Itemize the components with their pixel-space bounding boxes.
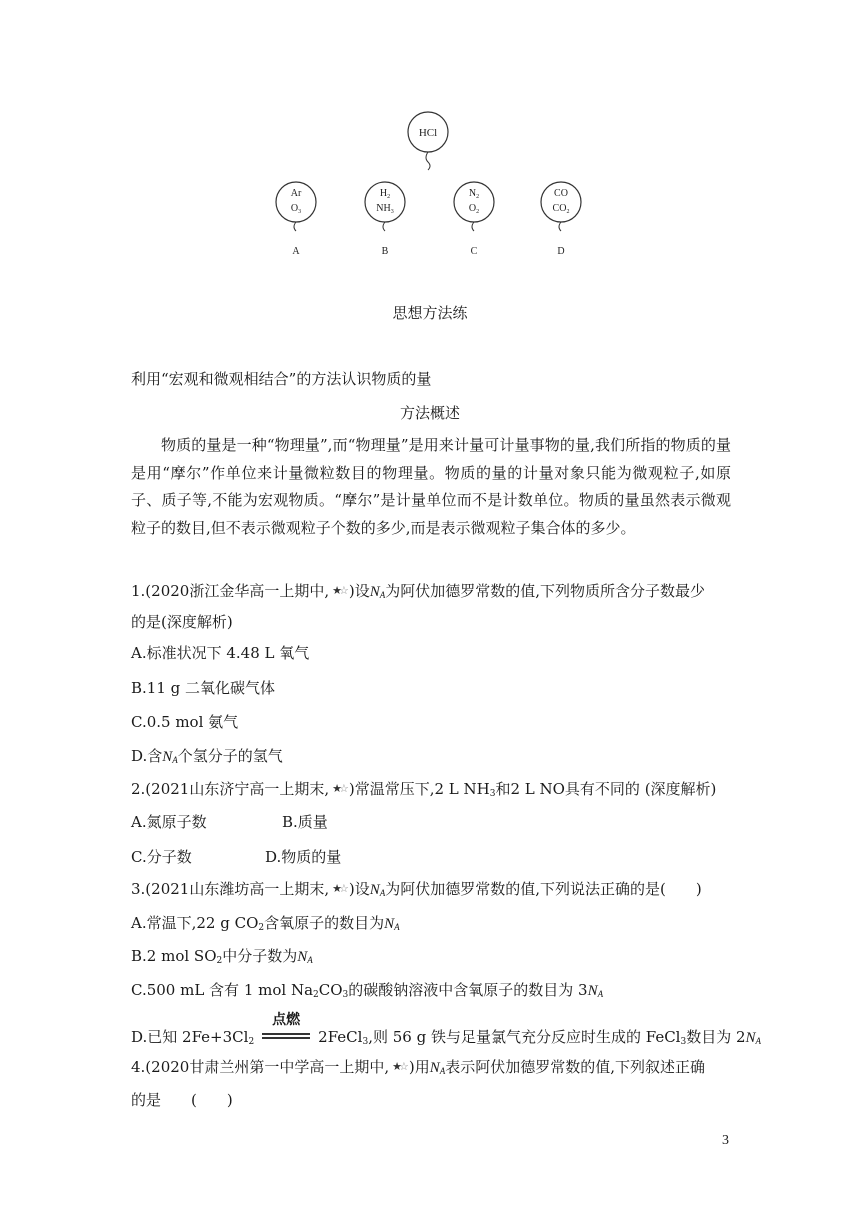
q3-stem: 3.(2021山东潍坊高一上期末, ★☆ )设$N_A$为阿伏加德罗常数的值,下列说法正确的是( ) [131,880,702,898]
balloon-hcl [408,112,448,170]
q3-option-b: B.2 mol $SO_2$中分子数为$N_A$ [131,947,313,966]
svg-text:CO: CO [554,188,568,199]
svg-text:CO2: $CO_2$ [552,203,570,215]
q1-option-d: D.含$N_A$个氢分子的氢气 [131,747,283,765]
balloon-b-label: B [381,246,389,257]
q2-option-c: C.分子数 [131,848,192,866]
method-heading: 利用“宏观和微观相结合”的方法认识物质的量 [131,370,432,388]
balloon-a [276,182,316,257]
balloon-d-label: D [557,246,565,257]
q4-stem-line2: 的是 ( ) [131,1091,233,1109]
balloon-d [541,182,581,257]
q1-stem: 1.(2020浙江金华高一上期中, ★☆ )设$N_A$为阿伏加德罗常数的值,下列物质所含分子数最少 [131,582,706,600]
q1-option-a: A.标准状况下 4.48 L 氧气 [131,644,310,662]
balloon-c [454,182,494,257]
balloon-figure [240,100,620,265]
q2-option-b: B.质量 [282,813,328,831]
q3-option-d: D.已知 $2Fe+3Cl_2$ 点燃 2FeCl$_3$,则 56 g 铁与足量氯气充分反应时生成的 FeCl$_3$数目为 $2N_A$ [131,1012,762,1047]
svg-text:O3: $O_3$ [290,203,302,215]
q2-stem: 2.(2021山东济宁高一上期末, ★☆ )常温常压下,2 L $NH_3$和2 L NO具有不同的 (深度解析) [131,780,717,799]
balloon-hcl-label: HCl [418,127,438,139]
q3-option-a: A.常温下,22 g $CO_2$含氧原子的数目为$N_A$ [131,914,400,933]
section-title: 思想方法练 [392,304,468,322]
difficulty-star-icon: ★☆ [392,1060,406,1073]
difficulty-star-icon: ★☆ [332,782,346,795]
q3-option-c: C.500 mL 含有 1 mol $Na_2CO_3$的碳酸钠溶液中含氧原子的数目为 $3N_A$ [131,981,604,1000]
reaction-condition: 点燃 [272,1012,301,1028]
reaction-condition-arrow [262,1012,310,1047]
overview-title: 方法概述 [399,404,460,422]
q2-option-a: A.氮原子数 [131,813,207,831]
q1-option-c: C.0.5 mol 氨气 [131,713,239,731]
svg-text:Ar: Ar [290,188,302,199]
difficulty-star-icon: ★☆ [332,882,346,895]
balloon-b [365,182,405,257]
q1-option-b: B.11 g 二氧化碳气体 [131,679,276,697]
svg-text:NH3: $NH_3$ [376,203,394,215]
svg-text:O2: $O_2$ [468,203,480,215]
svg-text:H2: $H_2$ [379,188,391,200]
balloon-c-label: C [470,246,478,257]
svg-text:N2: $N_2$ [468,188,480,200]
q1-stem-line2: 的是(深度解析) [131,613,233,631]
q4-stem: 4.(2020甘肃兰州第一中学高一上期中, ★☆ )用$N_A$表示阿伏加德罗常数的值,下列叙述正确 [131,1058,706,1076]
overview-paragraph: 物质的量是一种“物理量”,而“物理量”是用来计量可计量事物的量,我们所指的物质的量是用“摩尔”作单位来计量微粒数目的物理量。物质的量的计量对象只能为微观粒子,如原子、质子等,不能为宏观物质。“摩尔”是计量单位而不是计数单位。物质的量虽然表示微观粒子的数目,但不表示微观粒子个数的多少,而是表示微观粒子集合体的多少。 [131,436,731,537]
page-number: 3 [722,1133,729,1148]
balloon-a-label: A [292,246,300,257]
difficulty-star-icon: ★☆ [332,584,346,597]
q2-option-d: D.物质的量 [265,848,342,866]
